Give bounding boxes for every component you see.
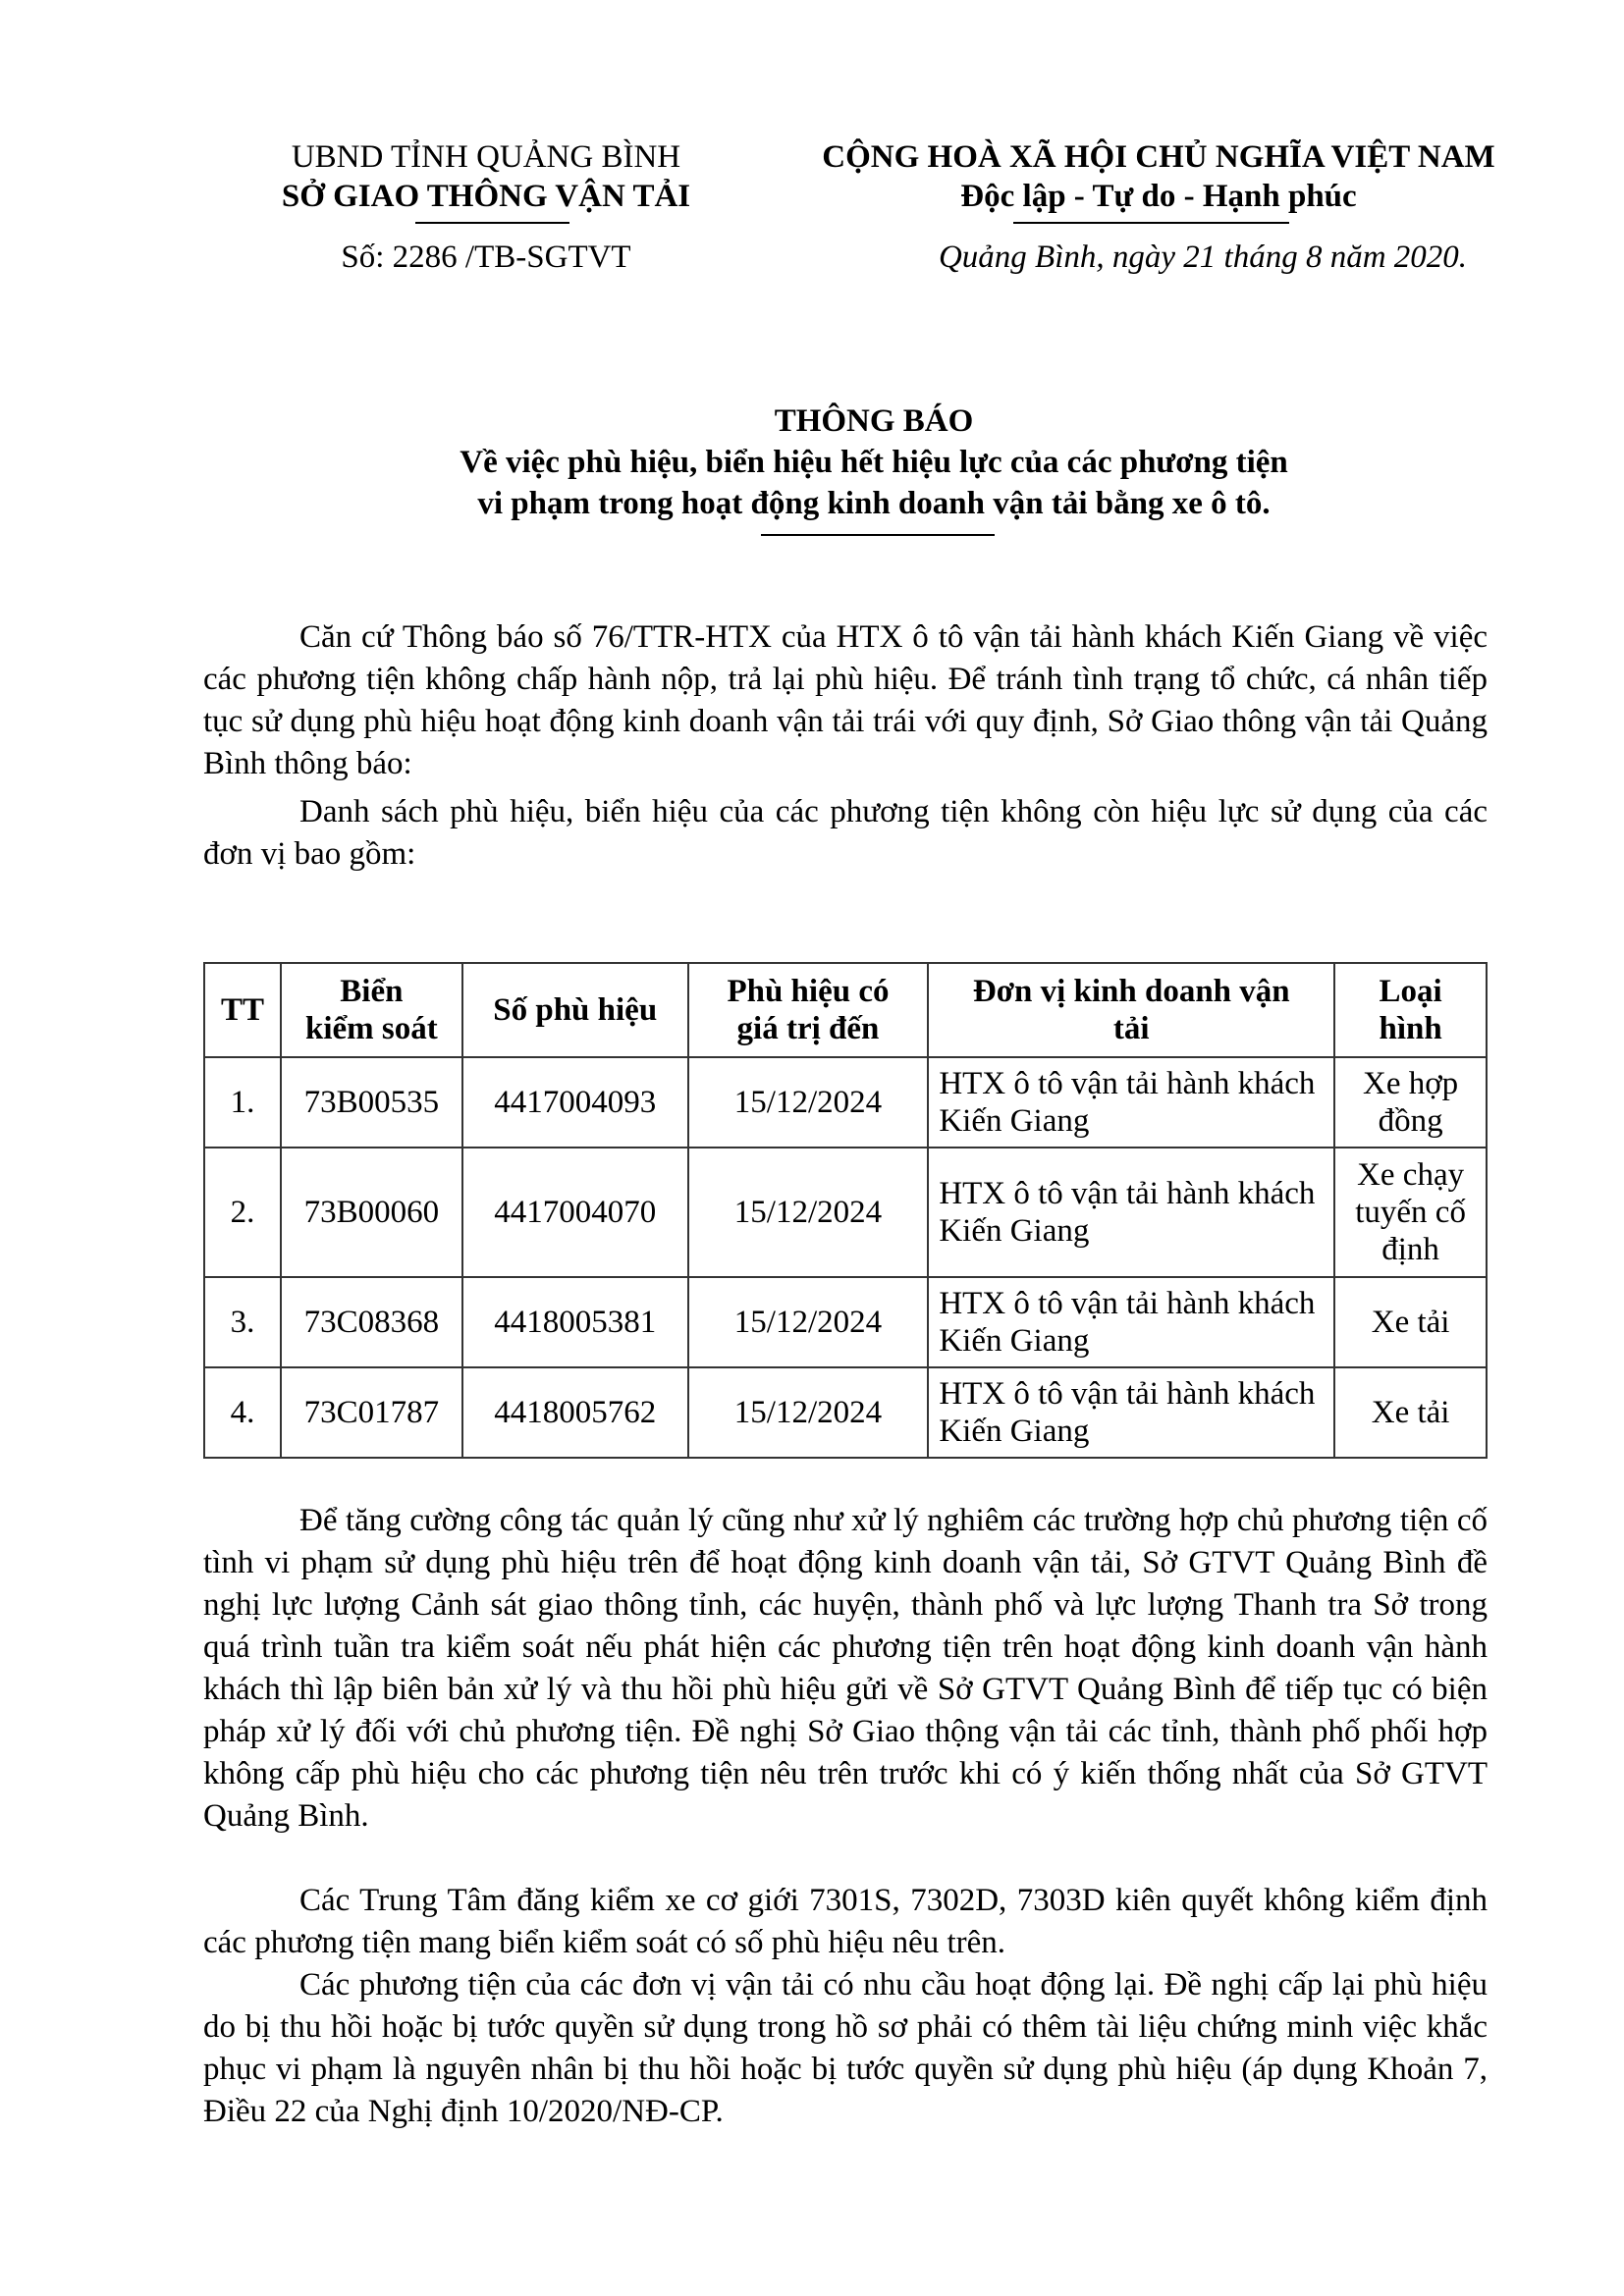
cell-badge: 4417004070 [462,1148,688,1277]
cell-type: Xe hợp đồng [1334,1057,1487,1148]
col-header-transport-unit [928,963,1334,1057]
country-name: CỘNG HOÀ XÃ HỘI CHỦ NGHĨA VIỆT NAM [822,139,1495,175]
cell-tt: 2. [204,1148,281,1277]
motto-underline [1013,222,1289,224]
cell-plate: 73B00060 [281,1148,462,1277]
national-motto-block [746,137,1571,277]
table-row [204,1277,1487,1367]
col-header-valid-until [688,963,929,1057]
col-header-plate [281,963,462,1057]
paragraph-inspection-centers: Các Trung Tâm đăng kiểm xe cơ giới 7301S, 7302D, 7303D kiên quyết không kiểm định các phương tiện mang biển kiểm soát có số phù hiệu nêu trên. [203,1883,1488,1960]
cell-valid-until: 15/12/2024 [688,1367,929,1458]
col-header-tt-text: TT [220,992,264,1028]
title-underline [761,534,995,536]
cell-unit: HTX ô tô vận tải hành khách Kiến Giang [928,1057,1334,1148]
table-header-row [204,963,1487,1057]
cell-type: Xe chạy tuyến cố định [1334,1148,1487,1277]
col-header-tt [204,963,281,1057]
issuing-agency-block [196,137,776,277]
col-header-plate-line1: Biển [340,974,404,1009]
document-title-block [324,400,1424,536]
table-row [204,1148,1487,1277]
paragraph-reissue-conditions: Các phương tiện của các đơn vị vận tải có nhu cầu hoạt động lại. Đề nghị cấp lại phù hiệu do bị thu hồi hoặc bị tước quyền sử dụng trong hồ sơ phải có thêm tài liệu chứng minh việc khắc phục vi phạm là nguyên nhân bị thu hồi hoặc bị tước quyền sử dụng phù hiệu (áp dụng Khoản 7, Điều 22 của Nghị định 10/2020/NĐ-CP. [203,1967,1488,2129]
revoked-badges-table [203,962,1488,1459]
document-type-heading: THÔNG BÁO [774,403,974,439]
cell-valid-until: 15/12/2024 [688,1277,929,1367]
cell-tt: 1. [204,1057,281,1148]
cell-type: Xe tải [1334,1277,1487,1367]
document-subject-line-1: Về việc phù hiệu, biển hiệu hết hiệu lực của các phương tiện [460,445,1288,480]
cell-valid-until: 15/12/2024 [688,1148,929,1277]
table-row [204,1367,1487,1458]
paragraph-basis: Căn cứ Thông báo số 76/TTR-HTX của HTX ô tô vận tải hành khách Kiến Giang về việc các phương tiện không chấp hành nộp, trả lại phù hiệu. Để tránh tình trạng tổ chức, cá nhân tiếp tục sử dụng phù hiệu hoạt động kinh doanh vận tải trái với quy định, Sở Giao thông vận tải Quảng Bình thông báo: [203,619,1488,781]
cell-badge: 4418005762 [462,1367,688,1458]
cell-plate: 73C08368 [281,1277,462,1367]
col-header-type-line1: Loại [1379,974,1442,1009]
paragraph-list-intro: Danh sách phù hiệu, biển hiệu của các phương tiện không còn hiệu lực sử dụng của các đơn vị bao gồm: [203,794,1488,872]
col-header-unit-line1: Đơn vị kinh doanh vận [972,974,1290,1009]
cell-badge: 4417004093 [462,1057,688,1148]
col-header-valid-line2: giá trị đến [736,1011,880,1046]
table-row [204,1057,1487,1148]
col-header-valid-line1: Phù hiệu có [727,974,890,1009]
cell-unit: HTX ô tô vận tải hành khách Kiến Giang [928,1367,1334,1458]
agency-underline [415,222,569,224]
col-header-unit-line2: tải [1112,1011,1150,1046]
col-header-vehicle-type [1334,963,1487,1057]
cell-type: Xe tải [1334,1367,1487,1458]
cell-tt: 3. [204,1277,281,1367]
issue-date: Quảng Bình, ngày 21 tháng 8 năm 2020. [938,240,1468,275]
col-header-badge-number-text: Số phù hiệu [493,992,658,1028]
col-header-type-line2: hình [1379,1011,1442,1046]
col-header-badge-number [462,963,688,1057]
cell-valid-until: 15/12/2024 [688,1057,929,1148]
paragraph-enforcement-request: Để tăng cường công tác quản lý cũng như xử lý nghiêm các trường hợp chủ phương tiện cố tình vi phạm sử dụng phù hiệu trên để hoạt động kinh doanh vận tải, Sở GTVT Quảng Bình đề nghị lực lượng Cảnh sát giao thông tỉnh, các huyện, thành phố và lực lượng Thanh tra Sở trong quá trình tuần tra kiểm soát nếu phát hiện các phương tiện trên hoạt động kinh doanh vận hành khách thì lập biên bản xử lý và thu hồi phù hiệu gửi về Sở GTVT Quảng Bình để tiếp tục có biện pháp xử lý đối với chủ phương tiện. Đề nghị Sở Giao thộng vận tải các tỉnh, thành phố phối hợp không cấp phù hiệu cho các phương tiện nêu trên trước khi có ý kiến thống nhất của Sở GTVT Quảng Bình. [203,1503,1488,1834]
cell-unit: HTX ô tô vận tải hành khách Kiến Giang [928,1148,1334,1277]
cell-badge: 4418005381 [462,1277,688,1367]
cell-unit: HTX ô tô vận tải hành khách Kiến Giang [928,1277,1334,1367]
department-name: SỞ GIAO THÔNG VẬN TẢI [281,179,691,214]
national-motto: Độc lập - Tự do - Hạnh phúc [960,179,1357,214]
cell-plate: 73C01787 [281,1367,462,1458]
cell-plate: 73B00535 [281,1057,462,1148]
cell-tt: 4. [204,1367,281,1458]
document-number: Số: 2286 /TB-SGTVT [341,240,631,275]
col-header-plate-line2: kiểm soát [304,1011,438,1046]
province-committee: UBND TỈNH QUẢNG BÌNH [291,139,681,175]
document-subject-line-2: vi phạm trong hoạt động kinh doanh vận tải bằng xe ô tô. [477,486,1271,521]
